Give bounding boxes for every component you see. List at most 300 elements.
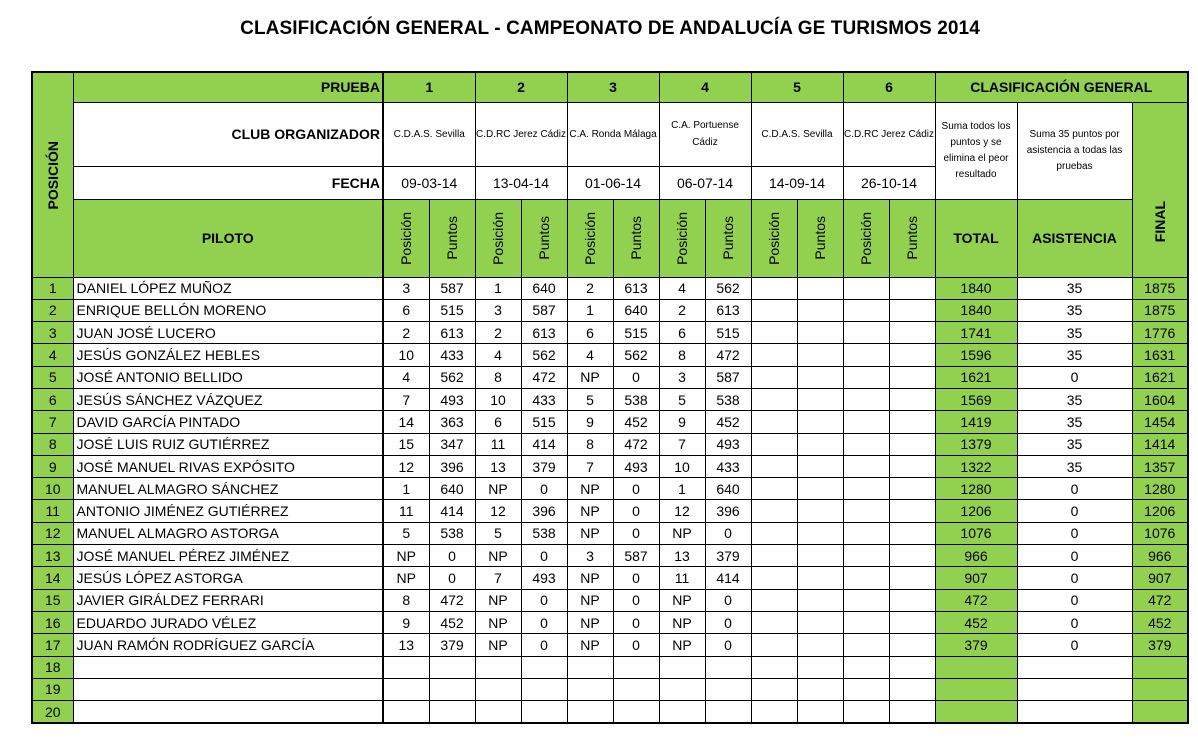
row-prueba-5-posicion — [751, 634, 797, 656]
row-prueba-5-posicion — [751, 277, 797, 299]
row-prueba-2-posicion: 11 — [475, 433, 521, 455]
row-prueba-2-puntos: 0 — [521, 611, 567, 633]
row-piloto: JOSÉ ANTONIO BELLIDO — [73, 366, 383, 388]
row-asistencia: 0 — [1017, 366, 1132, 388]
row-total: 1379 — [935, 433, 1017, 455]
table-row — [32, 522, 1188, 544]
row-prueba-6-puntos — [889, 678, 935, 700]
row-prueba-2-puntos: 414 — [521, 433, 567, 455]
fecha-header: FECHA — [73, 166, 383, 199]
row-total: 1569 — [935, 388, 1017, 410]
row-prueba-2-posicion: NP — [475, 545, 521, 567]
piloto-header: PILOTO — [73, 199, 383, 277]
row-position: 2 — [32, 299, 73, 321]
row-asistencia: 35 — [1017, 455, 1132, 477]
row-prueba-1-puntos: 414 — [429, 500, 475, 522]
row-total — [935, 678, 1017, 700]
row-prueba-6-posicion — [843, 589, 889, 611]
row-total: 379 — [935, 634, 1017, 656]
row-prueba-2-puntos: 538 — [521, 522, 567, 544]
row-prueba-2-posicion: NP — [475, 589, 521, 611]
row-asistencia — [1017, 656, 1132, 678]
row-prueba-2-puntos: 0 — [521, 545, 567, 567]
row-prueba-6-posicion — [843, 545, 889, 567]
standings-table — [31, 71, 1189, 724]
row-prueba-3-puntos — [613, 678, 659, 700]
row-prueba-6-posicion — [843, 701, 889, 723]
row-prueba-1-puntos: 562 — [429, 366, 475, 388]
row-asistencia: 35 — [1017, 411, 1132, 433]
table-row — [32, 388, 1188, 410]
row-piloto: MANUEL ALMAGRO ASTORGA — [73, 522, 383, 544]
row-prueba-2-puntos: 613 — [521, 322, 567, 344]
row-prueba-3-puntos: 0 — [613, 589, 659, 611]
row-position: 19 — [32, 678, 73, 700]
row-prueba-4-puntos: 0 — [705, 522, 751, 544]
row-prueba-1-puntos: 396 — [429, 455, 475, 477]
row-prueba-3-posicion — [567, 656, 613, 678]
row-prueba-6-puntos — [889, 411, 935, 433]
row-prueba-3-posicion: 4 — [567, 344, 613, 366]
row-prueba-6-posicion — [843, 411, 889, 433]
row-prueba-5-posicion — [751, 322, 797, 344]
row-prueba-1-posicion: 14 — [383, 411, 429, 433]
row-prueba-1-puntos: 472 — [429, 589, 475, 611]
prueba-1-num: 1 — [383, 72, 475, 102]
club-organizador-header: CLUB ORGANIZADOR — [73, 102, 383, 166]
row-prueba-4-puntos: 0 — [705, 611, 751, 633]
row-prueba-2-posicion: 1 — [475, 277, 521, 299]
col-posicion-3 — [567, 199, 613, 277]
prueba-6-num: 6 — [843, 72, 935, 102]
row-prueba-6-puntos — [889, 366, 935, 388]
row-prueba-1-puntos: 587 — [429, 277, 475, 299]
row-prueba-4-posicion: 1 — [659, 478, 705, 500]
row-piloto: ENRIQUE BELLÓN MORENO — [73, 299, 383, 321]
row-total: 1596 — [935, 344, 1017, 366]
row-prueba-2-puntos: 515 — [521, 411, 567, 433]
row-prueba-5-posicion — [751, 388, 797, 410]
row-prueba-4-puntos: 414 — [705, 567, 751, 589]
row-prueba-2-posicion: 10 — [475, 388, 521, 410]
row-prueba-2-puntos: 396 — [521, 500, 567, 522]
row-asistencia: 0 — [1017, 567, 1132, 589]
final-header-top — [1132, 102, 1188, 166]
row-position: 18 — [32, 656, 73, 678]
col-puntos-6 — [889, 199, 935, 277]
row-position: 14 — [32, 567, 73, 589]
row-prueba-4-puntos: 0 — [705, 589, 751, 611]
table-row — [32, 299, 1188, 321]
row-prueba-3-posicion: NP — [567, 611, 613, 633]
row-prueba-2-posicion: NP — [475, 611, 521, 633]
row-prueba-5-posicion — [751, 656, 797, 678]
row-prueba-3-puntos: 0 — [613, 500, 659, 522]
row-prueba-1-posicion: 10 — [383, 344, 429, 366]
row-prueba-1-posicion: 9 — [383, 611, 429, 633]
row-piloto: JOSÉ MANUEL PÉREZ JIMÉNEZ — [73, 545, 383, 567]
row-prueba-4-posicion: 2 — [659, 299, 705, 321]
row-prueba-2-puntos: 379 — [521, 455, 567, 477]
row-prueba-1-puntos: 538 — [429, 522, 475, 544]
row-prueba-1-posicion: 8 — [383, 589, 429, 611]
row-prueba-2-posicion — [475, 678, 521, 700]
row-asistencia: 35 — [1017, 299, 1132, 321]
row-prueba-3-puntos — [613, 656, 659, 678]
prueba-5-club: C.D.A.S. Sevilla — [751, 102, 843, 166]
table-row — [32, 366, 1188, 388]
row-prueba-1-puntos: 347 — [429, 433, 475, 455]
asistencia-note: Suma 35 puntos por asistencia a todas las pruebas — [1017, 102, 1132, 199]
row-prueba-1-posicion: 11 — [383, 500, 429, 522]
row-prueba-6-posicion — [843, 611, 889, 633]
row-position: 9 — [32, 455, 73, 477]
table-row — [32, 344, 1188, 366]
row-piloto: JAVIER GIRÁLDEZ FERRARI — [73, 589, 383, 611]
row-prueba-4-posicion — [659, 678, 705, 700]
col-puntos-5 — [797, 199, 843, 277]
row-total: 1419 — [935, 411, 1017, 433]
row-prueba-6-posicion — [843, 366, 889, 388]
row-prueba-4-puntos: 493 — [705, 433, 751, 455]
row-prueba-5-puntos — [797, 277, 843, 299]
row-asistencia: 0 — [1017, 634, 1132, 656]
row-prueba-3-puntos: 0 — [613, 611, 659, 633]
row-prueba-3-puntos: 613 — [613, 277, 659, 299]
row-piloto — [73, 656, 383, 678]
row-prueba-1-posicion: 13 — [383, 634, 429, 656]
total-header: TOTAL — [935, 199, 1017, 277]
col-puntos-label: Puntos — [628, 216, 644, 260]
row-prueba-1-puntos — [429, 701, 475, 723]
row-prueba-5-puntos — [797, 455, 843, 477]
row-prueba-3-puntos: 562 — [613, 344, 659, 366]
row-prueba-3-posicion: 8 — [567, 433, 613, 455]
row-prueba-4-posicion: NP — [659, 634, 705, 656]
col-posicion-label: Posición — [490, 211, 506, 265]
row-prueba-5-puntos — [797, 522, 843, 544]
row-prueba-3-puntos: 452 — [613, 411, 659, 433]
row-prueba-2-posicion — [475, 701, 521, 723]
row-prueba-4-puntos: 379 — [705, 545, 751, 567]
row-total: 1076 — [935, 522, 1017, 544]
row-prueba-5-posicion — [751, 522, 797, 544]
row-final: 379 — [1132, 634, 1188, 656]
table-row — [32, 634, 1188, 656]
row-prueba-6-puntos — [889, 478, 935, 500]
row-prueba-1-posicion: 7 — [383, 388, 429, 410]
row-prueba-1-puntos: 433 — [429, 344, 475, 366]
col-posicion-6 — [843, 199, 889, 277]
asistencia-header: ASISTENCIA — [1017, 199, 1132, 277]
row-prueba-1-posicion: NP — [383, 545, 429, 567]
row-prueba-5-puntos — [797, 656, 843, 678]
row-prueba-6-puntos — [889, 388, 935, 410]
row-total: 1840 — [935, 299, 1017, 321]
row-prueba-4-posicion: NP — [659, 611, 705, 633]
row-prueba-6-posicion — [843, 322, 889, 344]
row-piloto: JOSÉ LUIS RUIZ GUTIÉRREZ — [73, 433, 383, 455]
prueba-3-fecha: 01-06-14 — [567, 166, 659, 199]
row-position: 17 — [32, 634, 73, 656]
row-position: 5 — [32, 366, 73, 388]
row-prueba-6-puntos — [889, 299, 935, 321]
row-asistencia: 35 — [1017, 322, 1132, 344]
row-asistencia: 35 — [1017, 277, 1132, 299]
row-final: 1357 — [1132, 455, 1188, 477]
row-prueba-4-puntos — [705, 656, 751, 678]
row-prueba-2-posicion: 2 — [475, 322, 521, 344]
row-final: 1875 — [1132, 299, 1188, 321]
row-prueba-5-posicion — [751, 344, 797, 366]
row-prueba-5-puntos — [797, 322, 843, 344]
row-prueba-2-puntos: 0 — [521, 478, 567, 500]
row-final: 1280 — [1132, 478, 1188, 500]
row-prueba-2-posicion: NP — [475, 478, 521, 500]
row-prueba-4-puntos: 538 — [705, 388, 751, 410]
row-prueba-3-posicion: 5 — [567, 388, 613, 410]
row-prueba-5-posicion — [751, 545, 797, 567]
row-final: 1076 — [1132, 522, 1188, 544]
page-title: CLASIFICACIÓN GENERAL - CAMPEONATO DE ANDALUCÍA GE TURISMOS 2014 — [240, 18, 980, 39]
row-prueba-2-posicion: 4 — [475, 344, 521, 366]
row-prueba-5-posicion — [751, 567, 797, 589]
row-prueba-5-puntos — [797, 478, 843, 500]
row-prueba-1-puntos: 0 — [429, 545, 475, 567]
row-prueba-2-puntos: 562 — [521, 344, 567, 366]
row-prueba-5-posicion — [751, 366, 797, 388]
row-prueba-6-posicion — [843, 522, 889, 544]
row-prueba-1-puntos — [429, 678, 475, 700]
prueba-4-num: 4 — [659, 72, 751, 102]
row-prueba-5-puntos — [797, 500, 843, 522]
table-row — [32, 277, 1188, 299]
row-prueba-5-posicion — [751, 701, 797, 723]
row-prueba-2-puntos: 493 — [521, 567, 567, 589]
row-total: 1741 — [935, 322, 1017, 344]
col-posicion-label: Posición — [582, 211, 598, 265]
row-prueba-4-posicion — [659, 701, 705, 723]
row-prueba-5-puntos — [797, 634, 843, 656]
row-prueba-6-puntos — [889, 322, 935, 344]
row-prueba-6-puntos — [889, 634, 935, 656]
row-piloto: MANUEL ALMAGRO SÁNCHEZ — [73, 478, 383, 500]
table-row — [32, 322, 1188, 344]
row-prueba-3-puntos: 515 — [613, 322, 659, 344]
row-asistencia: 35 — [1017, 433, 1132, 455]
prueba-header: PRUEBA — [73, 72, 383, 102]
prueba-1-fecha: 09-03-14 — [383, 166, 475, 199]
row-position: 6 — [32, 388, 73, 410]
row-prueba-5-puntos — [797, 567, 843, 589]
row-prueba-1-posicion — [383, 678, 429, 700]
row-prueba-6-posicion — [843, 344, 889, 366]
row-prueba-5-posicion — [751, 455, 797, 477]
row-prueba-5-puntos — [797, 589, 843, 611]
col-posicion-label: Posición — [398, 211, 415, 265]
row-asistencia: 0 — [1017, 522, 1132, 544]
row-prueba-5-puntos — [797, 611, 843, 633]
row-asistencia: 0 — [1017, 500, 1132, 522]
row-prueba-1-puntos — [429, 656, 475, 678]
row-prueba-5-posicion — [751, 678, 797, 700]
table-row — [32, 411, 1188, 433]
prueba-4-club: C.A. Portuense Cádiz — [659, 102, 751, 166]
row-position: 10 — [32, 478, 73, 500]
row-prueba-3-posicion: NP — [567, 478, 613, 500]
row-prueba-1-posicion: 3 — [383, 277, 429, 299]
row-prueba-3-posicion: NP — [567, 366, 613, 388]
row-prueba-6-puntos — [889, 701, 935, 723]
row-total: 472 — [935, 589, 1017, 611]
prueba-3-num: 3 — [567, 72, 659, 102]
row-prueba-4-puntos: 472 — [705, 344, 751, 366]
row-prueba-6-puntos — [889, 455, 935, 477]
row-prueba-3-puntos: 472 — [613, 433, 659, 455]
prueba-5-num: 5 — [751, 72, 843, 102]
row-position: 12 — [32, 522, 73, 544]
row-total — [935, 656, 1017, 678]
row-prueba-3-puntos: 640 — [613, 299, 659, 321]
col-posicion-1 — [383, 199, 429, 277]
row-prueba-2-puntos — [521, 678, 567, 700]
row-final: 1206 — [1132, 500, 1188, 522]
row-prueba-1-puntos: 452 — [429, 611, 475, 633]
row-prueba-6-posicion — [843, 388, 889, 410]
row-prueba-5-posicion — [751, 411, 797, 433]
row-prueba-5-puntos — [797, 366, 843, 388]
row-prueba-2-puntos: 640 — [521, 277, 567, 299]
final-header-label: FINAL — [1151, 200, 1168, 243]
row-prueba-5-posicion — [751, 299, 797, 321]
prueba-5-fecha: 14-09-14 — [751, 166, 843, 199]
row-asistencia: 0 — [1017, 478, 1132, 500]
row-total — [935, 701, 1017, 723]
row-total: 1322 — [935, 455, 1017, 477]
table-row — [32, 545, 1188, 567]
row-total: 1621 — [935, 366, 1017, 388]
row-prueba-4-posicion: 10 — [659, 455, 705, 477]
row-prueba-2-posicion: 3 — [475, 299, 521, 321]
row-prueba-5-puntos — [797, 701, 843, 723]
row-prueba-3-posicion: 7 — [567, 455, 613, 477]
row-piloto — [73, 701, 383, 723]
row-prueba-1-puntos: 379 — [429, 634, 475, 656]
row-prueba-4-puntos: 562 — [705, 277, 751, 299]
table-row — [32, 611, 1188, 633]
row-prueba-2-posicion: 6 — [475, 411, 521, 433]
row-final: 1621 — [1132, 366, 1188, 388]
row-prueba-3-posicion: 9 — [567, 411, 613, 433]
row-piloto: JUAN RAMÓN RODRÍGUEZ GARCÍA — [73, 634, 383, 656]
row-prueba-4-puntos — [705, 701, 751, 723]
col-puntos-4 — [705, 199, 751, 277]
row-prueba-6-posicion — [843, 433, 889, 455]
row-prueba-3-puntos: 0 — [613, 634, 659, 656]
row-prueba-6-puntos — [889, 589, 935, 611]
row-prueba-3-posicion: 2 — [567, 277, 613, 299]
col-posicion-2 — [475, 199, 521, 277]
table-row — [32, 500, 1188, 522]
row-prueba-2-posicion: NP — [475, 634, 521, 656]
row-piloto: JOSÉ MANUEL RIVAS EXPÓSITO — [73, 455, 383, 477]
row-prueba-4-puntos: 515 — [705, 322, 751, 344]
row-prueba-2-puntos: 433 — [521, 388, 567, 410]
row-prueba-2-posicion: 7 — [475, 567, 521, 589]
col-puntos-label: Puntos — [444, 216, 460, 260]
row-piloto — [73, 678, 383, 700]
row-prueba-6-posicion — [843, 455, 889, 477]
row-total: 966 — [935, 545, 1017, 567]
row-prueba-3-posicion: NP — [567, 500, 613, 522]
row-final: 907 — [1132, 567, 1188, 589]
row-prueba-5-posicion — [751, 433, 797, 455]
row-piloto: ANTONIO JIMÉNEZ GUTIÉRREZ — [73, 500, 383, 522]
row-piloto: EDUARDO JURADO VÉLEZ — [73, 611, 383, 633]
row-prueba-4-posicion: 9 — [659, 411, 705, 433]
row-prueba-4-posicion: 6 — [659, 322, 705, 344]
row-prueba-4-posicion: NP — [659, 522, 705, 544]
row-position: 7 — [32, 411, 73, 433]
row-prueba-3-puntos: 493 — [613, 455, 659, 477]
row-prueba-1-puntos: 640 — [429, 478, 475, 500]
row-prueba-6-posicion — [843, 656, 889, 678]
row-prueba-3-puntos: 538 — [613, 388, 659, 410]
row-prueba-6-puntos — [889, 611, 935, 633]
table-row — [32, 678, 1188, 700]
posicion-header-label: POSICIÓN — [44, 140, 61, 209]
final-header — [1132, 166, 1188, 277]
row-piloto: DAVID GARCÍA PINTADO — [73, 411, 383, 433]
row-prueba-5-posicion — [751, 478, 797, 500]
row-prueba-1-posicion — [383, 656, 429, 678]
row-prueba-6-posicion — [843, 277, 889, 299]
row-prueba-1-posicion: NP — [383, 567, 429, 589]
prueba-2-fecha: 13-04-14 — [475, 166, 567, 199]
row-prueba-3-posicion: NP — [567, 522, 613, 544]
total-note: Suma todos los puntos y se elimina el peor resultado — [935, 102, 1017, 199]
row-prueba-1-posicion — [383, 701, 429, 723]
row-final: 1875 — [1132, 277, 1188, 299]
row-prueba-6-puntos — [889, 545, 935, 567]
row-prueba-4-posicion: 12 — [659, 500, 705, 522]
col-puntos-label: Puntos — [720, 216, 736, 260]
row-prueba-5-puntos — [797, 678, 843, 700]
row-prueba-6-posicion — [843, 634, 889, 656]
row-prueba-4-puntos: 587 — [705, 366, 751, 388]
row-prueba-3-puntos: 0 — [613, 522, 659, 544]
row-total: 1840 — [935, 277, 1017, 299]
col-puntos-3 — [613, 199, 659, 277]
row-final — [1132, 701, 1188, 723]
row-total: 907 — [935, 567, 1017, 589]
row-prueba-3-puntos: 0 — [613, 567, 659, 589]
row-prueba-6-puntos — [889, 344, 935, 366]
row-prueba-6-puntos — [889, 500, 935, 522]
row-prueba-5-puntos — [797, 545, 843, 567]
row-prueba-4-posicion: 8 — [659, 344, 705, 366]
row-asistencia — [1017, 701, 1132, 723]
row-prueba-4-puntos: 396 — [705, 500, 751, 522]
prueba-6-club: C.D.RC Jerez Cádiz — [843, 102, 935, 166]
prueba-3-club: C.A. Ronda Málaga — [567, 102, 659, 166]
row-prueba-4-puntos: 613 — [705, 299, 751, 321]
row-prueba-4-posicion: 4 — [659, 277, 705, 299]
row-prueba-4-posicion: 11 — [659, 567, 705, 589]
col-posicion-label: Posición — [858, 211, 874, 265]
row-prueba-3-posicion: 1 — [567, 299, 613, 321]
row-prueba-6-posicion — [843, 299, 889, 321]
